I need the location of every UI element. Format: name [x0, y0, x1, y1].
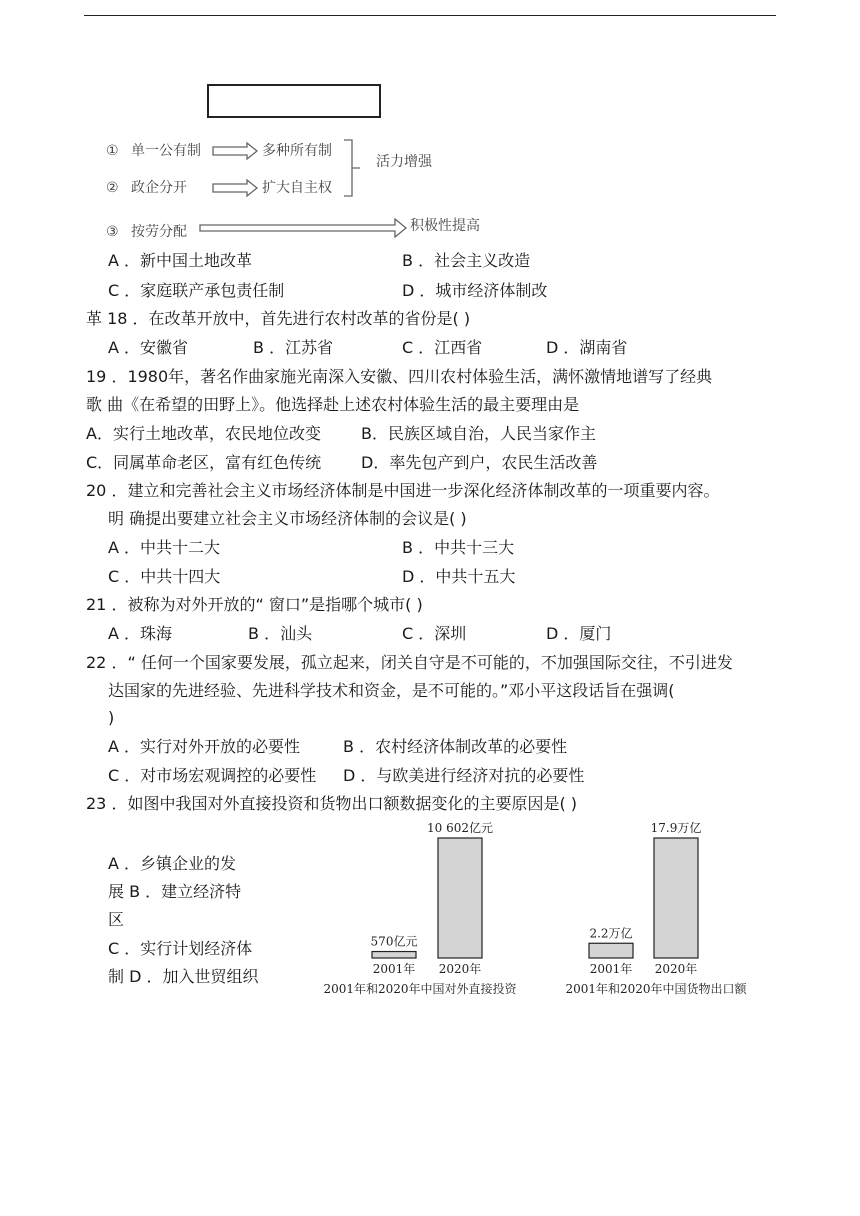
- q18-option-a: A ．安徽省: [108, 338, 189, 357]
- bar-2-1: [589, 943, 633, 958]
- q20-option-d: D ．中共十五大: [402, 567, 516, 586]
- q22-stem-line2: 达国家的先进经验、先进科学技术和资金，是不可能的。”邓小平这段话旨在强调(: [108, 681, 675, 700]
- q19-stem-line1: 19 ．1980年，著名作曲家施光南深入安徽、四川农村体验生活，满怀激情地谱写了经典: [86, 367, 713, 386]
- q23-options-line4: C ．实行计划经济体: [108, 939, 253, 958]
- q18-option-d: D ．湖南省: [546, 338, 628, 357]
- q19-stem-line2: 歌 曲《在希望的田野上》。他选择赴上述农村体验生活的最主要理由是: [86, 395, 580, 414]
- q19-option-c: C．同属革命老区，富有红色传统: [86, 453, 322, 472]
- bar-data-label: 2.2万亿: [589, 926, 633, 941]
- chart-title: 2001年和2020年中国货物出口额: [565, 982, 747, 996]
- q20-stem-line1: 20 ．建立和完善社会主义市场经济体制是中国进一步深化经济体制改革的一项重要内容。: [86, 481, 720, 500]
- brace: [344, 140, 360, 196]
- bar-1-2: [438, 838, 482, 958]
- arrow-3: [200, 219, 406, 237]
- q18-stem: 革 18 ．在改革开放中，首先进行农村改革的省份是( ): [86, 309, 471, 328]
- q19-option-a: A．实行土地改革，农民地位改变: [86, 424, 321, 443]
- bar-data-label: 10 602亿元: [427, 821, 493, 835]
- q23-options-line1: A ．乡镇企业的发: [108, 854, 237, 873]
- diagram-from-3: 按劳分配: [131, 224, 187, 240]
- q23-options-line5: 制 D ．加入世贸组织: [108, 967, 259, 986]
- q21-option-c: C ．深圳: [402, 624, 467, 643]
- bar-2-2: [654, 838, 698, 958]
- arrow-2: [213, 180, 257, 196]
- bar-chart-1: [323, 821, 517, 996]
- q18-option-b: B ．江苏省: [253, 338, 334, 357]
- q17-option-c: C ．家庭联产承包责任制: [108, 281, 285, 300]
- category-label: 2020年: [438, 962, 482, 976]
- arrow-1: [213, 143, 257, 159]
- diagram-to-2: 扩大自主权: [262, 180, 332, 196]
- q22-option-a: A ．实行对外开放的必要性: [108, 737, 301, 756]
- category-label: 2001年: [372, 962, 416, 976]
- q21-option-d: D ．厦门: [546, 624, 612, 643]
- q21-option-b: B ．汕头: [248, 624, 313, 643]
- bar-data-label: 17.9万亿: [650, 821, 702, 835]
- q20-option-c: C ．中共十四大: [108, 567, 221, 586]
- q22-stem-line1: 22 ．“ 任何一个国家要发展，孤立起来，闭关自守是不可能的，不加强国际交往，不引进发: [86, 653, 733, 672]
- q17-option-d: D ．城市经济体制改: [402, 281, 548, 300]
- bar-data-label: 570亿元: [370, 934, 418, 949]
- diagram-from-1: 单一公有制: [131, 143, 201, 159]
- diagram-to-1: 多种所有制: [262, 143, 332, 159]
- category-label: 2001年: [589, 962, 633, 976]
- diagram-num-2: ②: [106, 180, 119, 196]
- q19-option-b: B．民族区域自治，人民当家作主: [361, 424, 596, 443]
- q22-option-b: B ．农村经济体制改革的必要性: [343, 737, 568, 756]
- diagram-arrows: [0, 0, 860, 260]
- q23-options-line2: 展 B ．建立经济特: [108, 882, 242, 901]
- q22-option-c: C ．对市场宏观调控的必要性: [108, 766, 317, 785]
- q23-options-line3: 区: [108, 910, 125, 929]
- q20-option-a: A ．中共十二大: [108, 538, 221, 557]
- q19-option-d: D．率先包产到户，农民生活改善: [361, 453, 598, 472]
- q21-option-a: A ．珠海: [108, 624, 173, 643]
- bar-1-1: [372, 952, 416, 958]
- category-label: 2020年: [654, 962, 698, 976]
- q23-stem: 23 ．如图中我国对外直接投资和货物出口额数据变化的主要原因是( ): [86, 794, 578, 813]
- diagram-from-2: 政企分开: [131, 180, 187, 196]
- diagram-num-3: ③: [106, 224, 119, 240]
- diagram-to-3: 积极性提高: [410, 218, 480, 234]
- q18-option-c: C ．江西省: [402, 338, 483, 357]
- q21-stem: 21 ．被称为对外开放的“ 窗口”是指哪个城市( ): [86, 595, 423, 614]
- q17-option-b: B ．社会主义改造: [402, 251, 531, 270]
- q17-option-a: A ．新中国土地改革: [108, 251, 253, 270]
- bar-chart-2: [565, 821, 747, 996]
- q22-option-d: D ．与欧美进行经济对抗的必要性: [343, 766, 585, 785]
- q22-stem-line3: ): [108, 708, 115, 727]
- q20-stem-line2: 明 确提出要建立社会主义市场经济体制的会议是( ): [108, 509, 467, 528]
- diagram-brace-label: 活力增强: [376, 154, 432, 170]
- chart-title: 2001年和2020年中国对外直接投资: [323, 982, 517, 996]
- diagram-num-1: ①: [106, 143, 119, 159]
- q20-option-b: B ．中共十三大: [402, 538, 515, 557]
